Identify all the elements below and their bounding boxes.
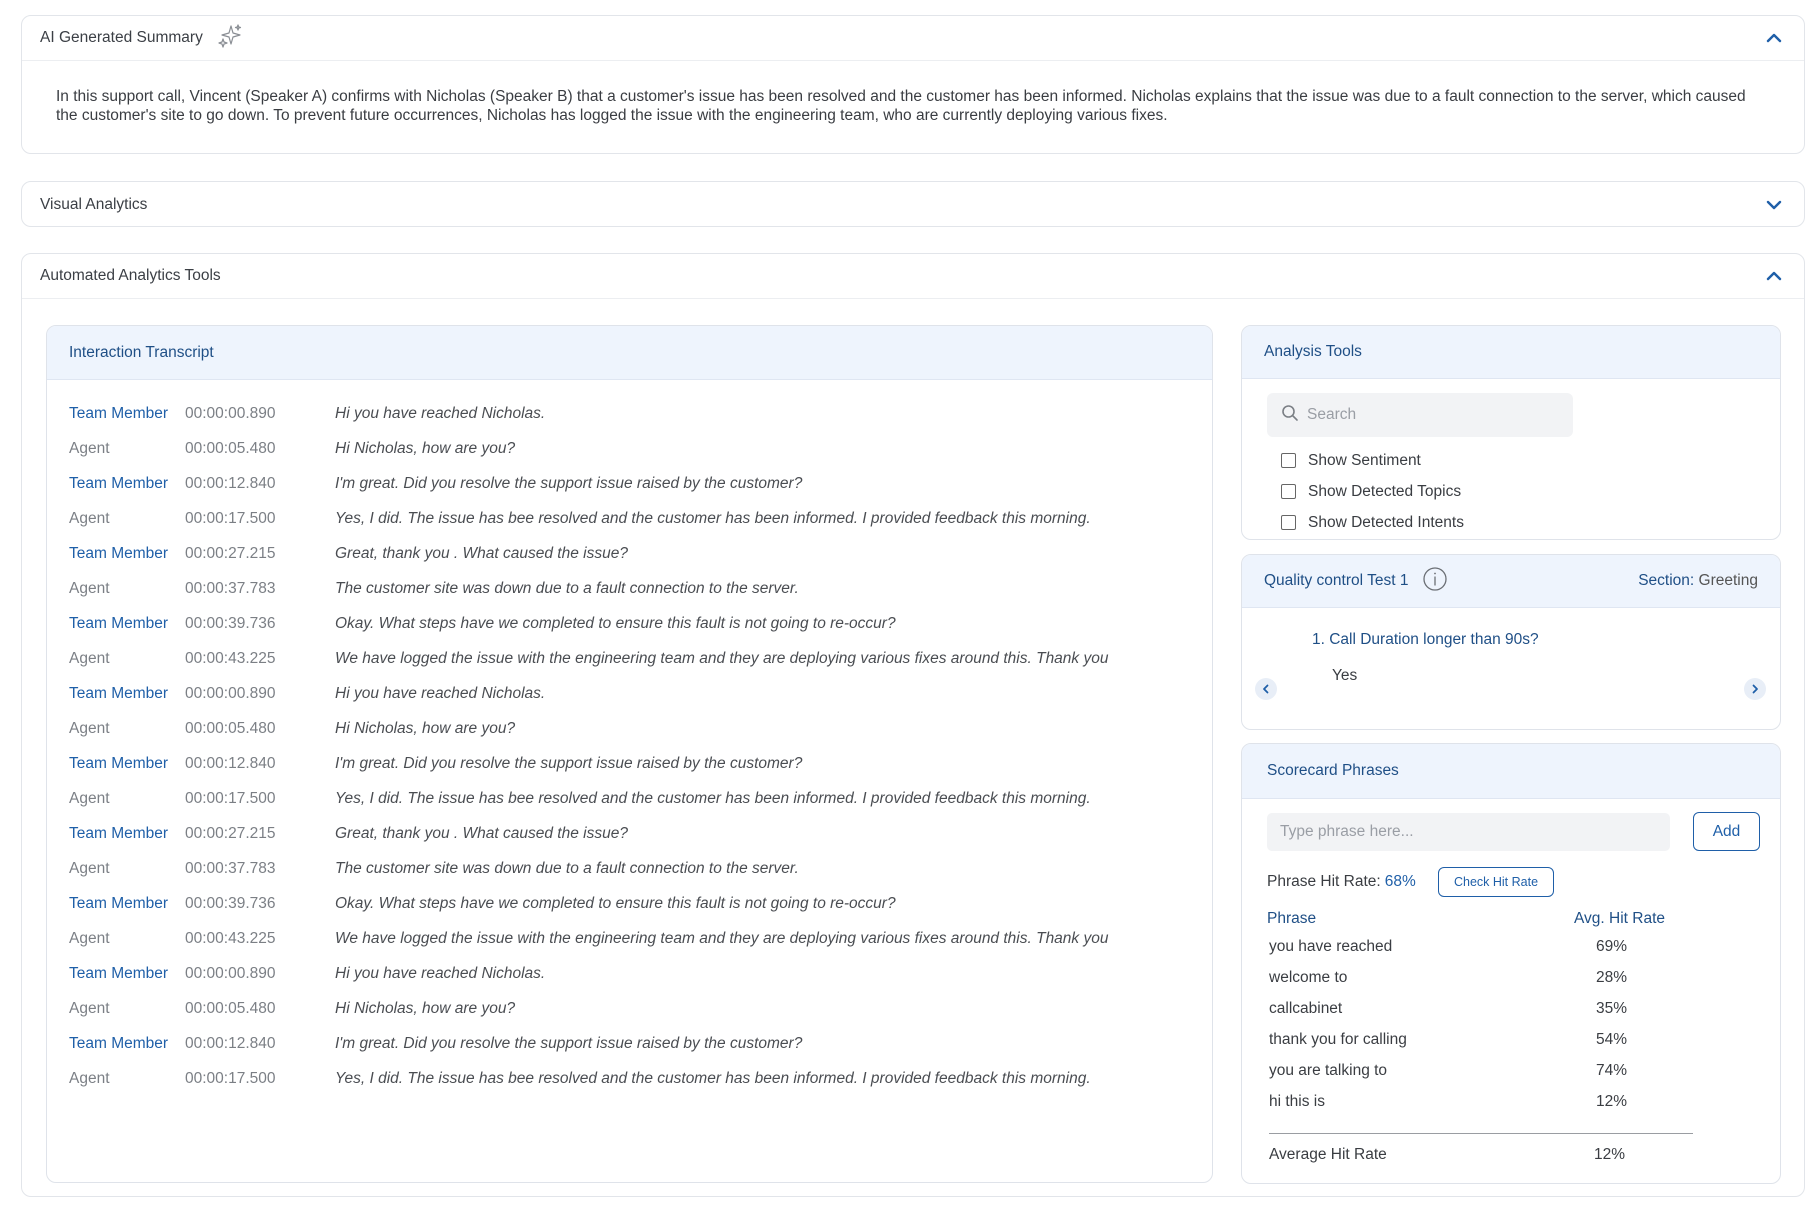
expand-chevron-down-icon[interactable] bbox=[1762, 193, 1786, 217]
transcript-utterance: Yes, I did. The issue has bee resolved and the customer has been informed. I provided feedback this morning. bbox=[335, 789, 1091, 807]
phrase-hit-rate: 54% bbox=[1596, 1031, 1628, 1048]
qc-answer: Yes bbox=[1332, 667, 1358, 684]
transcript-speaker: Team Member bbox=[69, 1034, 169, 1052]
transcript-timestamp: 00:00:00.890 bbox=[185, 404, 276, 422]
analysis-tools-card bbox=[1241, 325, 1781, 540]
transcript-utterance: Hi Nicholas, how are you? bbox=[335, 719, 516, 737]
scorecard-title: Scorecard Phrases bbox=[1267, 762, 1399, 779]
hit-rate-value: 68% bbox=[1384, 873, 1416, 890]
quality-control-header bbox=[1242, 555, 1780, 608]
transcript-speaker: Team Member bbox=[69, 964, 169, 982]
ai-summary-text: In this support call, Vincent (Speaker A) confirms with Nicholas (Speaker B) that a customer's issue has been resolved and the customer has been informed. Nicholas explains that the issue was due to a fault connection to the server, which caused the customer's site to go down. To prevent future occurrences, Nicholas has logged the issue with the engineering team, who are currently deploying various fixes. bbox=[56, 88, 1746, 124]
transcript-utterance: Great, thank you . What caused the issue? bbox=[335, 544, 628, 562]
transcript-timestamp: 00:00:27.215 bbox=[185, 544, 276, 562]
transcript-utterance: The customer site was down due to a fault connection to the server. bbox=[335, 859, 799, 877]
show-intents-checkbox[interactable] bbox=[1281, 515, 1296, 530]
phrase-text: you have reached bbox=[1269, 938, 1393, 955]
transcript-row[interactable] bbox=[47, 396, 1212, 431]
transcript-row[interactable] bbox=[47, 711, 1212, 746]
transcript-timestamp: 00:00:37.783 bbox=[185, 579, 276, 597]
transcript-row[interactable] bbox=[47, 746, 1212, 781]
search-input[interactable] bbox=[1307, 406, 1547, 424]
transcript-timestamp: 00:00:00.890 bbox=[185, 964, 276, 982]
show-sentiment-checkbox[interactable] bbox=[1281, 453, 1296, 468]
transcript-speaker: Agent bbox=[69, 719, 110, 737]
show-topics-checkbox[interactable] bbox=[1281, 484, 1296, 499]
visual-analytics-panel bbox=[21, 181, 1805, 227]
transcript-utterance: We have logged the issue with the engineering team and they are deploying various fixes around this. Thank you bbox=[335, 929, 1109, 947]
scorecard-phrases-card bbox=[1241, 743, 1781, 1184]
phrase-row bbox=[1269, 961, 1709, 992]
transcript-row[interactable] bbox=[47, 851, 1212, 886]
collapse-chevron-up-icon[interactable] bbox=[1762, 264, 1786, 288]
transcript-speaker: Agent bbox=[69, 929, 110, 947]
ai-summary-title: AI Generated Summary bbox=[40, 29, 203, 46]
phrase-column-header: Phrase bbox=[1267, 910, 1317, 927]
transcript-timestamp: 00:00:12.840 bbox=[185, 1034, 276, 1052]
transcript-row[interactable] bbox=[47, 501, 1212, 536]
phrase-hit-rate: 74% bbox=[1596, 1062, 1628, 1079]
show-topics-label: Show Detected Topics bbox=[1308, 482, 1462, 500]
transcript-utterance: Okay. What steps have we completed to ensure this fault is not going to re-occur? bbox=[335, 894, 896, 912]
transcript-speaker: Team Member bbox=[69, 754, 169, 772]
phrase-row bbox=[1269, 1085, 1709, 1116]
transcript-utterance: Okay. What steps have we completed to ensure this fault is not going to re-occur? bbox=[335, 614, 896, 632]
visual-analytics-title: Visual Analytics bbox=[40, 195, 148, 213]
phrase-hit-rate bbox=[1267, 873, 1416, 891]
transcript-row[interactable] bbox=[47, 816, 1212, 851]
transcript-row[interactable] bbox=[47, 676, 1212, 711]
phrase-text: you are talking to bbox=[1269, 1062, 1388, 1079]
info-icon[interactable] bbox=[1422, 566, 1448, 597]
transcript-row[interactable] bbox=[47, 1026, 1212, 1061]
collapse-chevron-up-icon[interactable] bbox=[1762, 26, 1786, 50]
transcript-row[interactable] bbox=[47, 921, 1212, 956]
transcript-row[interactable] bbox=[47, 1061, 1212, 1096]
transcript-utterance: Hi Nicholas, how are you? bbox=[335, 999, 516, 1017]
phrase-row bbox=[1269, 1054, 1709, 1085]
transcript-timestamp: 00:00:17.500 bbox=[185, 1069, 276, 1087]
transcript-row[interactable] bbox=[47, 571, 1212, 606]
transcript-row[interactable] bbox=[47, 781, 1212, 816]
search-icon bbox=[1281, 404, 1299, 427]
transcript-utterance: Hi you have reached Nicholas. bbox=[335, 964, 546, 982]
automated-analytics-title: Automated Analytics Tools bbox=[40, 267, 221, 284]
show-intents-option[interactable] bbox=[1281, 507, 1464, 538]
table-divider bbox=[1269, 1133, 1693, 1134]
show-sentiment-option[interactable] bbox=[1281, 445, 1464, 476]
qc-question: 1. Call Duration longer than 90s? bbox=[1312, 631, 1539, 648]
transcript-timestamp: 00:00:17.500 bbox=[185, 789, 276, 807]
transcript-timestamp: 00:00:37.783 bbox=[185, 859, 276, 877]
transcript-speaker: Team Member bbox=[69, 404, 169, 422]
transcript-row[interactable] bbox=[47, 886, 1212, 921]
transcript-timestamp: 00:00:39.736 bbox=[185, 614, 276, 632]
ai-summary-header[interactable] bbox=[22, 16, 1804, 61]
show-sentiment-label: Show Sentiment bbox=[1308, 451, 1421, 469]
add-phrase-button[interactable]: Add bbox=[1693, 812, 1760, 851]
qc-section bbox=[1638, 572, 1758, 590]
automated-analytics-panel bbox=[21, 253, 1805, 1197]
transcript-utterance: I'm great. Did you resolve the support issue raised by the customer? bbox=[335, 474, 803, 492]
transcript-speaker: Team Member bbox=[69, 614, 169, 632]
automated-analytics-header[interactable] bbox=[22, 254, 1804, 299]
qc-section-label: Section: bbox=[1638, 572, 1695, 589]
phrase-row bbox=[1269, 930, 1709, 961]
transcript-timestamp: 00:00:43.225 bbox=[185, 929, 276, 947]
show-topics-option[interactable] bbox=[1281, 476, 1464, 507]
transcript-row[interactable] bbox=[47, 991, 1212, 1026]
analysis-options bbox=[1281, 445, 1464, 538]
transcript-utterance: I'm great. Did you resolve the support issue raised by the customer? bbox=[335, 1034, 803, 1052]
sparkles-icon bbox=[217, 23, 243, 54]
quality-control-card bbox=[1241, 554, 1781, 730]
phrase-text: hi this is bbox=[1269, 1093, 1325, 1110]
quality-control-title: Quality control Test 1 bbox=[1264, 572, 1409, 589]
phrase-text: callcabinet bbox=[1269, 1000, 1343, 1017]
qc-section-value: Greeting bbox=[1698, 572, 1758, 589]
transcript-timestamp: 00:00:12.840 bbox=[185, 474, 276, 492]
phrase-hit-rate: 12% bbox=[1596, 1093, 1628, 1110]
transcript-utterance: I'm great. Did you resolve the support issue raised by the customer? bbox=[335, 754, 803, 772]
transcript-utterance: Hi you have reached Nicholas. bbox=[335, 404, 546, 422]
phrase-row bbox=[1269, 1023, 1709, 1054]
next-question-button[interactable] bbox=[1744, 678, 1766, 700]
transcript-utterance: Hi Nicholas, how are you? bbox=[335, 439, 516, 457]
transcript-speaker: Agent bbox=[69, 509, 110, 527]
transcript-timestamp: 00:00:27.215 bbox=[185, 824, 276, 842]
transcript-row[interactable] bbox=[47, 956, 1212, 991]
phrase-row bbox=[1269, 992, 1709, 1023]
search-box[interactable] bbox=[1267, 393, 1573, 437]
phrase-input[interactable] bbox=[1267, 813, 1670, 851]
hit-rate-label: Phrase Hit Rate: bbox=[1267, 873, 1381, 890]
transcript-row[interactable] bbox=[47, 466, 1212, 501]
average-hit-rate-label: Average Hit Rate bbox=[1269, 1146, 1387, 1163]
transcript-utterance: The customer site was down due to a fault connection to the server. bbox=[335, 579, 799, 597]
phrase-text: welcome to bbox=[1269, 969, 1348, 986]
transcript-speaker: Team Member bbox=[69, 544, 169, 562]
transcript-timestamp: 00:00:00.890 bbox=[185, 684, 276, 702]
transcript-speaker: Team Member bbox=[69, 684, 169, 702]
transcript-timestamp: 00:00:05.480 bbox=[185, 999, 276, 1017]
transcript-timestamp: 00:00:12.840 bbox=[185, 754, 276, 772]
transcript-speaker: Agent bbox=[69, 1069, 110, 1087]
transcript-speaker: Agent bbox=[69, 999, 110, 1017]
transcript-title: Interaction Transcript bbox=[69, 343, 214, 361]
transcript-speaker: Team Member bbox=[69, 824, 169, 842]
transcript-speaker: Agent bbox=[69, 579, 110, 597]
transcript-speaker: Agent bbox=[69, 789, 110, 807]
average-hit-rate-row bbox=[1269, 1140, 1709, 1170]
transcript-utterance: Hi you have reached Nicholas. bbox=[335, 684, 546, 702]
transcript-row[interactable] bbox=[47, 431, 1212, 466]
transcript-row[interactable] bbox=[47, 641, 1212, 676]
chevron-left-icon bbox=[1260, 683, 1272, 695]
average-hit-rate-value: 12% bbox=[1594, 1146, 1626, 1163]
analysis-tools-title: Analysis Tools bbox=[1264, 343, 1362, 360]
show-intents-label: Show Detected Intents bbox=[1308, 513, 1464, 531]
transcript-speaker: Agent bbox=[69, 859, 110, 877]
phrase-table bbox=[1269, 930, 1709, 1116]
phrase-hit-rate: 35% bbox=[1596, 1000, 1628, 1017]
transcript-utterance: Great, thank you . What caused the issue? bbox=[335, 824, 628, 842]
transcript-utterance: We have logged the issue with the engineering team and they are deploying various fixes around this. Thank you bbox=[335, 649, 1109, 667]
transcript-utterance: Yes, I did. The issue has bee resolved and the customer has been informed. I provided feedback this morning. bbox=[335, 1069, 1091, 1087]
visual-analytics-header[interactable] bbox=[22, 182, 1804, 227]
transcript-list[interactable] bbox=[47, 380, 1212, 1096]
transcript-timestamp: 00:00:17.500 bbox=[185, 509, 276, 527]
transcript-speaker: Agent bbox=[69, 439, 110, 457]
transcript-header bbox=[47, 326, 1212, 380]
transcript-speaker: Agent bbox=[69, 649, 110, 667]
transcript-timestamp: 00:00:39.736 bbox=[185, 894, 276, 912]
interaction-transcript-card bbox=[46, 325, 1213, 1183]
transcript-timestamp: 00:00:43.225 bbox=[185, 649, 276, 667]
transcript-speaker: Team Member bbox=[69, 894, 169, 912]
check-hit-rate-button[interactable]: Check Hit Rate bbox=[1438, 867, 1554, 897]
analysis-tools-header bbox=[1242, 326, 1780, 379]
ai-summary-panel bbox=[21, 15, 1805, 154]
prev-question-button[interactable] bbox=[1255, 678, 1277, 700]
transcript-row[interactable] bbox=[47, 536, 1212, 571]
scorecard-header bbox=[1242, 744, 1780, 799]
phrase-text: thank you for calling bbox=[1269, 1031, 1407, 1048]
avg-hit-rate-column-header: Avg. Hit Rate bbox=[1574, 910, 1666, 927]
phrase-hit-rate: 69% bbox=[1596, 938, 1628, 955]
transcript-utterance: Yes, I did. The issue has bee resolved and the customer has been informed. I provided feedback this morning. bbox=[335, 509, 1091, 527]
transcript-timestamp: 00:00:05.480 bbox=[185, 439, 276, 457]
transcript-row[interactable] bbox=[47, 606, 1212, 641]
transcript-timestamp: 00:00:05.480 bbox=[185, 719, 276, 737]
transcript-speaker: Team Member bbox=[69, 474, 169, 492]
chevron-right-icon bbox=[1749, 683, 1761, 695]
phrase-hit-rate: 28% bbox=[1596, 969, 1628, 986]
